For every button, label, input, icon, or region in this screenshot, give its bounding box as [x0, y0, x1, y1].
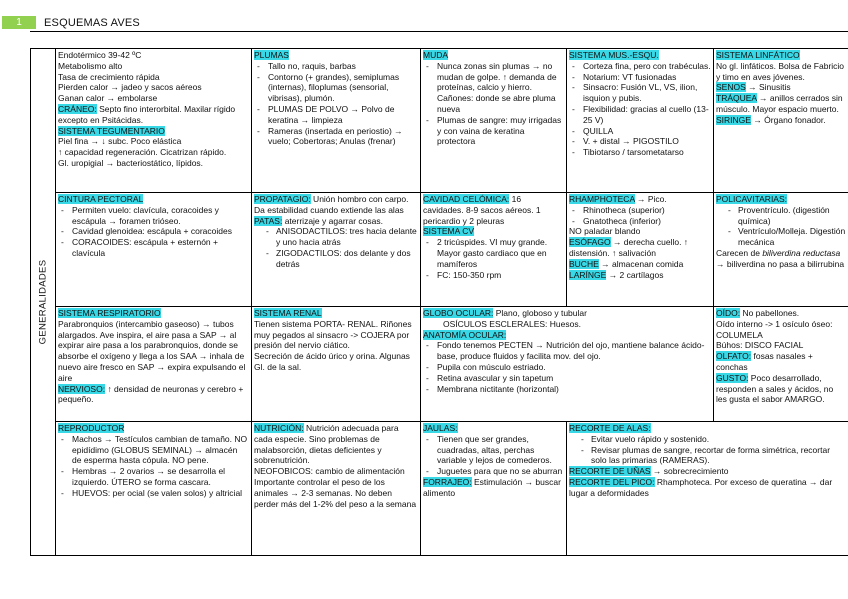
cell-cavidad-celomica — [421, 193, 566, 306]
text-line: NEOFOBICOS: cambio de alimentación — [254, 466, 405, 477]
row-divider — [30, 555, 848, 556]
highlight-heading: RHAMPHOTECA — [569, 194, 635, 204]
highlight-heading: ANATOMÍA OCULAR: — [423, 329, 507, 340]
text-line — [58, 423, 249, 434]
list-item: - PLUMAS DE POLVO → Polvo de keratina → limpieza — [254, 104, 418, 126]
text-line — [569, 50, 711, 61]
text-line: SENOS → Sinusitis — [716, 82, 791, 93]
text-line: PROPATAGIO: Unión hombro con carpo. Da estabilidad cuando extiende las alas — [254, 194, 409, 215]
cell-renal — [252, 307, 420, 421]
cell-musculoesqueletico — [567, 49, 713, 192]
list-item: - Corteza fina, pero con trabéculas. — [569, 61, 711, 72]
list-item: - Cavidad glenoidea: escápula + coracoides — [58, 226, 249, 237]
highlight-heading: OLFATO: — [716, 351, 752, 362]
text-line: BUCHE → almacenan comida — [569, 258, 684, 269]
text-line: GLOBO OCULAR: Plano, globoso y tubular — [423, 308, 587, 318]
list-item: - Ventrículo/Molleja. Digestión mecánica — [716, 226, 846, 248]
cell-muda — [421, 49, 566, 192]
list-item: - Juguetes para que no se aburran — [423, 466, 564, 477]
text-line: Tasa de crecimiento rápida — [58, 71, 160, 82]
highlight-heading: REPRODUCTOR — [58, 423, 125, 433]
cell-jaulas — [421, 422, 566, 555]
list-item: - V. + distal → PIGOSTILO — [569, 136, 711, 147]
cell-reproductor — [56, 422, 251, 555]
list-item: - Tallo no, raquis, barbas — [254, 61, 418, 72]
cell-policavitarias — [714, 193, 848, 306]
text-line — [716, 194, 846, 205]
list-item: - Tienen que ser grandes, cuadradas, altas, perchas variable y lejos de comederos. — [423, 434, 564, 466]
text-line: No gl. linfáticos. Bolsa de Fabricio y timo en aves jóvenes. — [716, 60, 845, 82]
highlight-heading: SENOS — [716, 82, 746, 93]
highlight-heading: PATAS: — [254, 215, 283, 226]
highlight-heading: POLICAVITARIAS: — [716, 194, 788, 204]
cell-nutricion — [252, 422, 420, 555]
list-item: - Hembras → 2 ovarios → se desarrolla el izquierdo. ÚTERO se forma cascara. — [58, 466, 249, 488]
text-line: OSÍCULOS ESCLERALES: Huesos. — [443, 318, 581, 329]
cell-linfatico — [714, 49, 848, 192]
cell-globo-ocular — [421, 307, 713, 421]
text-line: SIRINGE → Órgano fonador. — [716, 114, 826, 125]
highlight-heading: CINTURA PECTORAL — [58, 194, 144, 204]
highlight-heading: SISTEMA RENAL — [254, 308, 322, 318]
highlight-heading: SISTEMA LINFÁTICO — [716, 50, 800, 60]
text-line: Carecen de biliverdina reductasa → biliverdina no pasa a bilirrubina — [716, 247, 845, 269]
text-line: Parabronquios (intercambio gaseoso) → tubos alargados. Ave inspira, el aire pasa a SAP → al expirar aire pasa a los parabronquios, donde se absorbe el oxígeno y llega a los SAA → inhala de nuevo aire fresco en SAP → expira expulsando el aire — [58, 318, 246, 383]
text-line — [254, 50, 418, 61]
list-item: - Rameras (insertada en periostio) → vuelo; Cobertoras; Anulas (frenar) — [254, 126, 418, 148]
highlight-heading: ESÓFAGO — [569, 237, 611, 248]
highlight-heading: TRÁQUEA — [716, 93, 757, 104]
text-line: Secreción de ácido úrico y orina. Algunas Gl. de la sal. — [254, 351, 410, 372]
text-line — [254, 308, 418, 319]
list-item: - Membrana nictitante (horizontal) — [423, 384, 711, 395]
highlight-heading: FORRAJEO: — [423, 476, 472, 487]
list-item: - HUEVOS: per ocial (se valen solos) y altricial — [58, 488, 249, 499]
side-label: GENERALIDADES — [37, 259, 49, 345]
list-item: - Retina avascular y sin tapetum — [423, 373, 711, 384]
highlight-heading: RECORTE DE ALAS: — [569, 423, 651, 433]
text-line: ↑ capacidad regeneración. Cicatrizan rápido. — [58, 147, 227, 158]
text-line — [58, 126, 249, 137]
text-line: RHAMPHOTECA → Pico. — [569, 194, 667, 204]
highlight-heading: LARÍNGE — [569, 269, 607, 280]
text-line: Gl. uropigial → bacteriostático, lípidos. — [58, 157, 204, 168]
highlight-heading: SISTEMA RESPIRATORIO — [58, 308, 161, 318]
text-line: CAVIDAD CELÓMICA: 16 cavidades. 8-9 sacos aéreos. 1 pericardio y 2 pleuras — [423, 194, 541, 226]
text-line: Metabolismo alto — [58, 60, 123, 71]
text-line — [569, 423, 846, 434]
list-item: - Permiten vuelo: clavícula, coracoides y escápula → foramen trióseo. — [58, 205, 249, 227]
text-line — [423, 423, 564, 434]
highlight-heading: MUDA — [423, 50, 449, 60]
cell-cintura-pectoral — [56, 193, 251, 306]
highlight-heading: CRÁNEO: — [58, 103, 97, 114]
list-item: - Gnatotheca (inferior) — [569, 216, 711, 227]
text-line: Búhos: DISCO FACIAL — [716, 340, 804, 351]
list-item: - Plumas de sangre: muy irrigadas y con vaina de keratina protectora — [423, 115, 564, 147]
text-line: Importante controlar el peso de los animales → 2-3 semanas. No deben perder más del 1-2% del peso a la semana — [254, 476, 417, 509]
text-line: OÍDO: No pabellones. — [716, 308, 800, 318]
highlight-heading: CAVIDAD CELÓMICA: — [423, 194, 510, 204]
list-item: - Rhinotheca (superior) — [569, 205, 711, 216]
highlight-heading: GUSTO: — [716, 372, 749, 383]
highlight-heading: SISTEMA MUS.-ESQU. — [569, 50, 659, 60]
side-label-cell — [32, 48, 54, 556]
text-line — [58, 194, 249, 205]
highlight-heading: SISTEMA TEGUMENTARIO — [58, 125, 165, 136]
text-line: FORRAJEO: Estimulación → buscar alimento — [423, 476, 561, 498]
list-item: - ANISODACTILOS: tres hacia delante y uno hacia atrás — [254, 226, 418, 248]
text-line: NO paladar blando — [569, 226, 641, 237]
cell-propatagio — [252, 193, 420, 306]
list-item: - QUILLA — [569, 126, 711, 137]
highlight-heading: SIRINGE — [716, 114, 751, 125]
text-line: NERVIOSO: ↑ densidad de neuronas y cerebro + pequeño. — [58, 383, 244, 405]
highlight-heading: PLUMAS — [254, 50, 289, 60]
list-item: - Machos → Testículos cambian de tamaño. NO epidídimo (GLOBUS SEMINAL) → almacén de esperma hasta cópula. NO pene. — [58, 434, 249, 466]
page-header — [0, 15, 848, 31]
text-line: RECORTE DE UÑAS → sobrecrecimiento — [569, 466, 729, 477]
text-line — [423, 226, 564, 237]
text-line: ESÓFAGO → derecha cuello. ↑ distensión. ↑ salivación — [569, 237, 689, 258]
text-line — [423, 330, 711, 341]
page-number-badge: 1 — [2, 16, 36, 29]
highlight-heading: NERVIOSO: — [58, 383, 106, 394]
text-line: Ganan calor → embolarse — [58, 93, 158, 104]
list-item: - Tibiotarso / tarsometatarso — [569, 147, 711, 158]
text-line — [716, 50, 846, 61]
header-rule — [30, 31, 848, 32]
list-item: - Contorno (+ grandes), semiplumas (internas), filoplumas (sensorial, vibrisas), plumón. — [254, 72, 418, 104]
list-item: - Proventrículo. (digestión química) — [716, 205, 846, 227]
highlight-heading: RECORTE DEL PICO: — [569, 476, 655, 487]
list-item: - CORACOIDES: escápula + esternón + clavícula — [58, 237, 249, 259]
text-line: RECORTE DEL PICO: Rhamphoteca. Por exceso de queratina → dar lugar a deformidades — [569, 476, 833, 498]
text-line — [423, 50, 564, 61]
cell-oido — [714, 307, 848, 421]
text-line: Endotérmico 39-42 ºC — [58, 50, 142, 60]
list-item: - Revisar plumas de sangre, recortar de forma simétrica, recortar solo las primarias (RAMERAS). — [569, 445, 846, 467]
highlight-heading: SISTEMA CV — [423, 226, 475, 237]
list-item: - Notarium: VT fusionadas — [569, 72, 711, 83]
text-line: Piel fina → ↓ subc. Poco elástica — [58, 136, 182, 147]
cell-plumas — [252, 49, 420, 192]
document-title: ESQUEMAS AVES — [44, 17, 140, 29]
list-item: - ZIGODACTILOS: dos delante y dos detrás — [254, 248, 418, 270]
list-item: - Flexibilidad: gracias al cuello (13-25 V) — [569, 104, 711, 126]
list-item: - Nunca zonas sin plumas → no mudan de golpe. ↑ demanda de proteínas, calcio y hierro. Cañones: donde se abre pluma nueva — [423, 61, 564, 115]
text-line: Pierden calor → jadeo y sacos aéreos — [58, 82, 202, 93]
list-item: - 2 tricúspides. VI muy grande. Mayor gasto cardiaco que en mamíferos — [423, 237, 564, 269]
list-item: - Fondo tenemos PECTEN → Nutrición del ojo, mantiene balance ácido-base, produce fluidos y facilita mov. del ojo. — [423, 340, 711, 362]
text-line: Tienen sistema PORTA- RENAL. Riñones muy pegados al sinsacro -> COJERA por presión del nervio ciático. — [254, 318, 412, 351]
highlight-heading: JAULAS: — [423, 423, 458, 433]
text-line: Oído interno -> 1 osículo óseo: COLUMELA — [716, 318, 833, 340]
text-line: NUTRICIÓN: Nutrición adecuada para cada especie. Sino problemas de malabsorción, dietas deficientes y sobrenutrición. — [254, 423, 399, 466]
list-item: - FC: 150-350 rpm — [423, 270, 564, 281]
list-item: - Sinsacro: Fusión VL, VS, ilion, isquion y pubis. — [569, 82, 711, 104]
text-line: TRÁQUEA → anillos cerrados sin músculo. Mayor espacio muerto. — [716, 93, 843, 114]
highlight-heading: PROPATAGIO: — [254, 194, 311, 204]
cell-general — [56, 49, 251, 192]
list-item: - Pupila con músculo estriado. — [423, 362, 711, 373]
text-line: OLFATO: fosas nasales + conchas — [716, 351, 813, 372]
text-line: PATAS: aterrizaje y agarrar cosas. — [254, 215, 383, 226]
highlight-heading: BUCHE — [569, 258, 599, 269]
text-line: LARÍNGE → 2 cartílagos — [569, 269, 664, 280]
text-line — [58, 308, 249, 319]
highlight-heading: NUTRICIÓN: — [254, 423, 304, 433]
cell-recorte-alas — [567, 422, 848, 555]
highlight-heading: RECORTE DE UÑAS — [569, 466, 651, 477]
text-line: CRÁNEO: Septo fino interorbital. Maxilar rígido excepto en Psitácidas. — [58, 103, 236, 125]
list-item: - Evitar vuelo rápido y sostenido. — [569, 434, 846, 445]
highlight-heading: OÍDO: — [716, 308, 741, 318]
cell-rhamphoteca — [567, 193, 713, 306]
cell-respiratorio — [56, 307, 251, 421]
text-line: GUSTO: Poco desarrollado, responden a sales y ácidos, no les gusta el sabor AMARGO. — [716, 372, 834, 405]
highlight-heading: GLOBO OCULAR: — [423, 308, 494, 318]
